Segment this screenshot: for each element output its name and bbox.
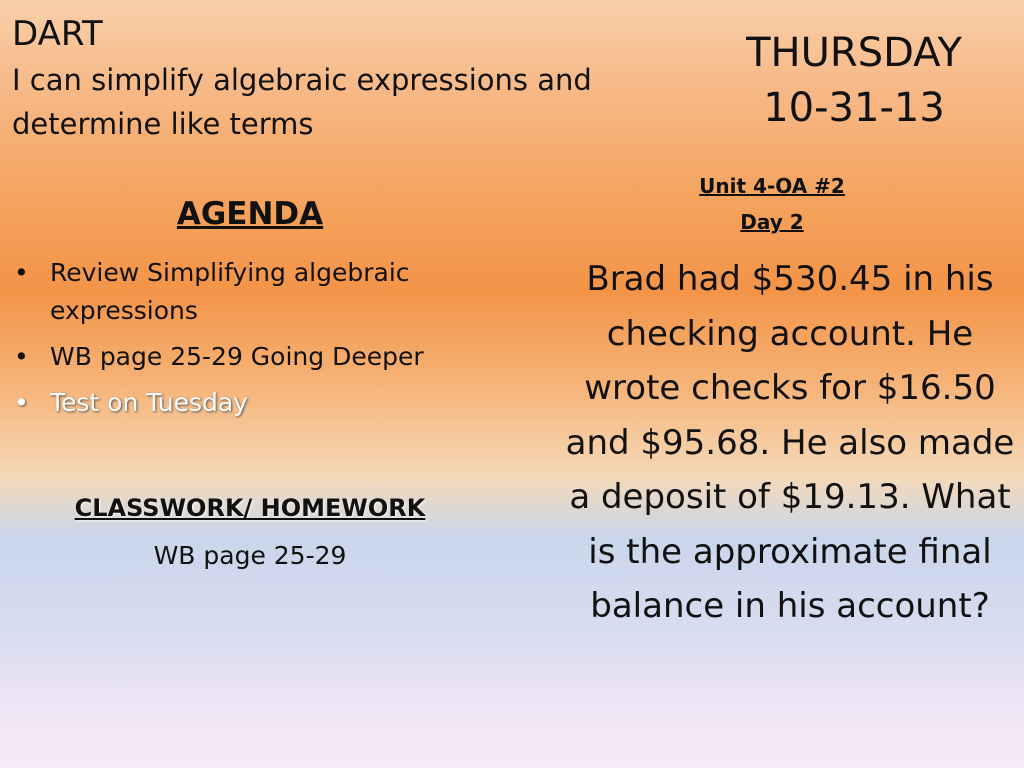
classwork-heading: CLASSWORK/ HOMEWORK: [74, 494, 426, 522]
bullet-icon: •: [14, 258, 29, 287]
learning-objective: I can simplify algebraic expressions and determine like terms: [12, 63, 592, 141]
agenda-item: [14, 254, 514, 330]
dart-label: DART: [12, 14, 103, 54]
agenda-list: [14, 254, 514, 430]
bullet-icon: •: [14, 388, 29, 417]
day-of-week: THURSDAY: [746, 30, 962, 76]
agenda-item-text: WB page 25-29 Going Deeper: [50, 342, 424, 371]
agenda-heading: AGENDA: [176, 196, 324, 232]
unit-label: Unit 4-OA #2: [699, 174, 845, 198]
word-problem: Brad had $530.45 in his checking account. He wrote checks for $16.50 and $95.68. He also made a deposit of $19.13. What is the approximate final balance in his account?: [565, 259, 1015, 626]
title-block: [12, 14, 632, 146]
day-label: Day 2: [740, 210, 804, 234]
agenda-item: [14, 384, 514, 422]
agenda-item-text: Review Simplifying algebraic expressions: [50, 258, 410, 325]
classwork-body: WB page 25-29: [153, 541, 347, 570]
unit-block: [672, 168, 872, 240]
agenda-item: [14, 338, 514, 376]
agenda-item-text: Test on Tuesday: [50, 388, 248, 417]
bullet-icon: •: [14, 342, 29, 371]
date-text: 10-31-13: [763, 85, 945, 131]
date-block: [714, 26, 994, 136]
